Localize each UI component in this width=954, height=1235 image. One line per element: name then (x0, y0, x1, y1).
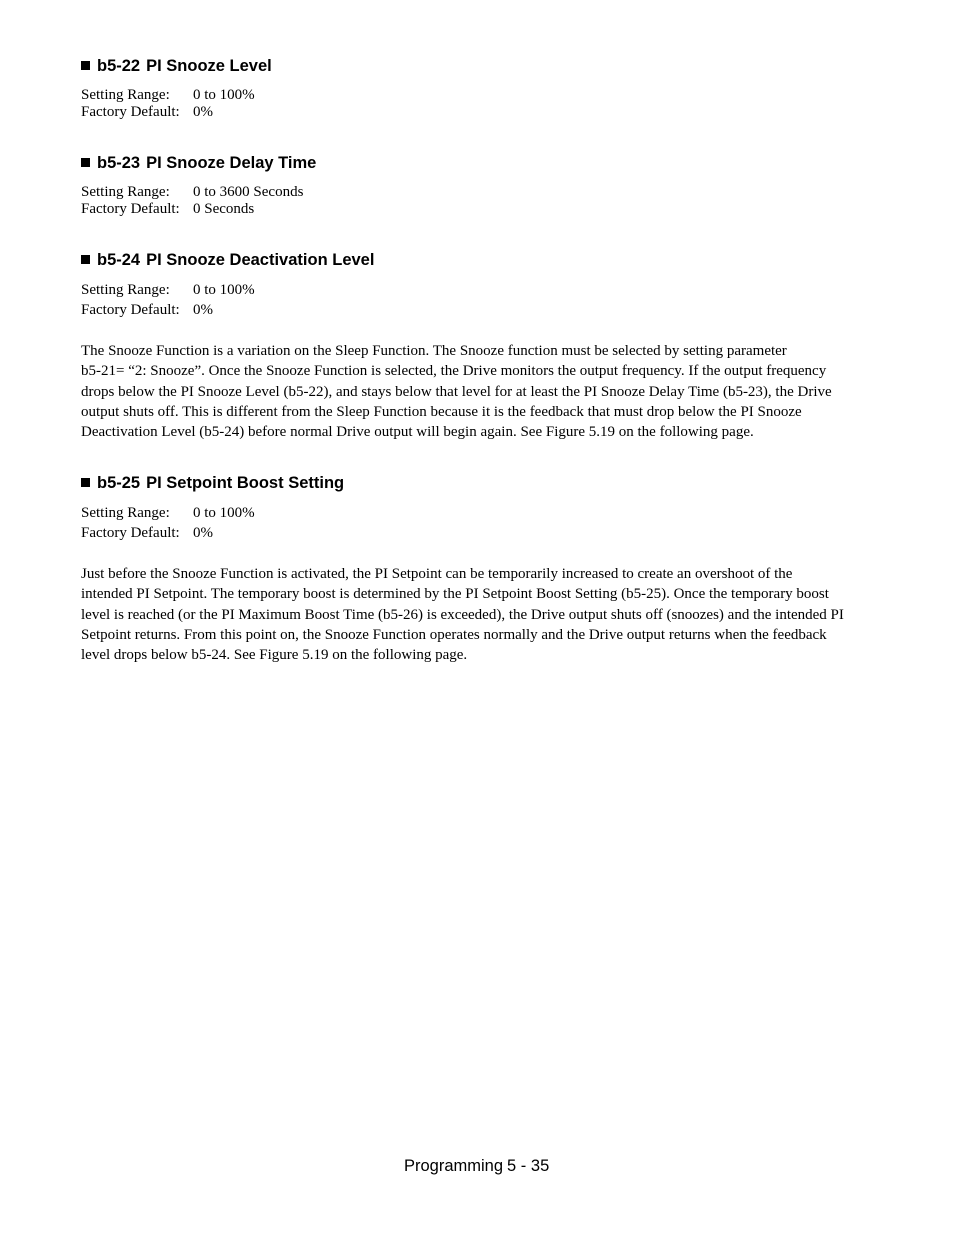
setting-range-row (81, 184, 303, 201)
parameter-code: b5-22 (97, 57, 141, 75)
paragraph-line: Just before the Snooze Function is activated, the PI Setpoint can be temporarily increased to create an overshoot of the (81, 566, 793, 582)
setting-range-value: 0 to 100% (193, 505, 255, 521)
snooze-function-paragraph (81, 341, 871, 442)
factory-default-value: 0 Seconds (193, 201, 255, 217)
parameter-title: PI Snooze Level (146, 57, 272, 75)
section-heading-b5-24 (81, 250, 374, 270)
page-number: 5 - 35 (507, 1157, 550, 1175)
paragraph-line: b5-21= “2: Snooze”. Once the Snooze Function is selected, the Drive monitors the output frequency. If the output frequency (81, 363, 827, 380)
page-footer (404, 1156, 549, 1176)
setting-range-label: Setting Range: (81, 282, 170, 298)
square-bullet-icon (81, 478, 90, 487)
parameter-code: b5-25 (97, 474, 141, 492)
setting-range-value: 0 to 100% (193, 282, 255, 298)
paragraph-line: level is reached (or the PI Maximum Boost Time (b5-26) is exceeded), the Drive output shuts off (snoozes) and the intended PI (81, 606, 844, 623)
section-heading-b5-23 (81, 153, 316, 173)
factory-default-label: Factory Default: (81, 302, 180, 318)
paragraph-line: Deactivation Level (b5-24) before normal Drive output will begin again. See Figure 5.19 on the following page. (81, 424, 754, 441)
factory-default-row (81, 201, 303, 218)
footer-section-label: Programming (404, 1157, 504, 1175)
setting-range-label: Setting Range: (81, 505, 170, 521)
setpoint-boost-paragraph (81, 564, 871, 665)
paragraph-line: level drops below b5-24. See Figure 5.19 on the following page. (81, 647, 468, 664)
factory-default-row (81, 300, 255, 320)
setting-range-label: Setting Range: (81, 184, 170, 200)
paragraph-line: drops below the PI Snooze Level (b5-22), and stays below that level for at least the PI Snooze Delay Time (b5-23), the Drive (81, 383, 832, 400)
square-bullet-icon (81, 255, 90, 264)
paragraph-line: The Snooze Function is a variation on the Sleep Function. The Snooze function must be selected by setting parameter (81, 343, 787, 359)
parameter-title: PI Setpoint Boost Setting (146, 474, 345, 492)
setting-range-value: 0 to 100% (193, 87, 255, 103)
parameter-title: PI Snooze Deactivation Level (146, 251, 375, 269)
square-bullet-icon (81, 61, 90, 70)
factory-default-value: 0% (193, 302, 213, 318)
parameter-title: PI Snooze Delay Time (146, 154, 317, 172)
spec-block-b5-24 (81, 280, 255, 320)
spec-block-b5-22 (81, 87, 255, 121)
setting-range-label: Setting Range: (81, 87, 170, 103)
setting-range-value: 0 to 3600 Seconds (193, 184, 304, 200)
factory-default-value: 0% (193, 525, 213, 541)
spec-block-b5-23 (81, 184, 303, 218)
factory-default-row (81, 523, 255, 543)
spec-block-b5-25 (81, 503, 255, 543)
paragraph-line: intended PI Setpoint. The temporary boost is determined by the PI Setpoint Boost Setting (b5-25). Once the temporary boost (81, 586, 829, 603)
factory-default-row (81, 104, 255, 121)
section-heading-b5-25 (81, 473, 344, 493)
paragraph-line: output shuts off. This is different from the Sleep Function because it is the feedback that must drop below the PI Snooze (81, 403, 802, 420)
square-bullet-icon (81, 158, 90, 167)
setting-range-row (81, 280, 255, 300)
setting-range-row (81, 87, 255, 104)
factory-default-label: Factory Default: (81, 104, 180, 120)
section-heading-b5-22 (81, 56, 272, 76)
factory-default-label: Factory Default: (81, 525, 180, 541)
factory-default-value: 0% (193, 104, 213, 120)
setting-range-row (81, 503, 255, 523)
factory-default-label: Factory Default: (81, 201, 180, 217)
paragraph-line: Setpoint returns. From this point on, the Snooze Function operates normally and the Drive output returns when the feedback (81, 626, 827, 643)
parameter-code: b5-24 (97, 251, 141, 269)
parameter-code: b5-23 (97, 154, 141, 172)
